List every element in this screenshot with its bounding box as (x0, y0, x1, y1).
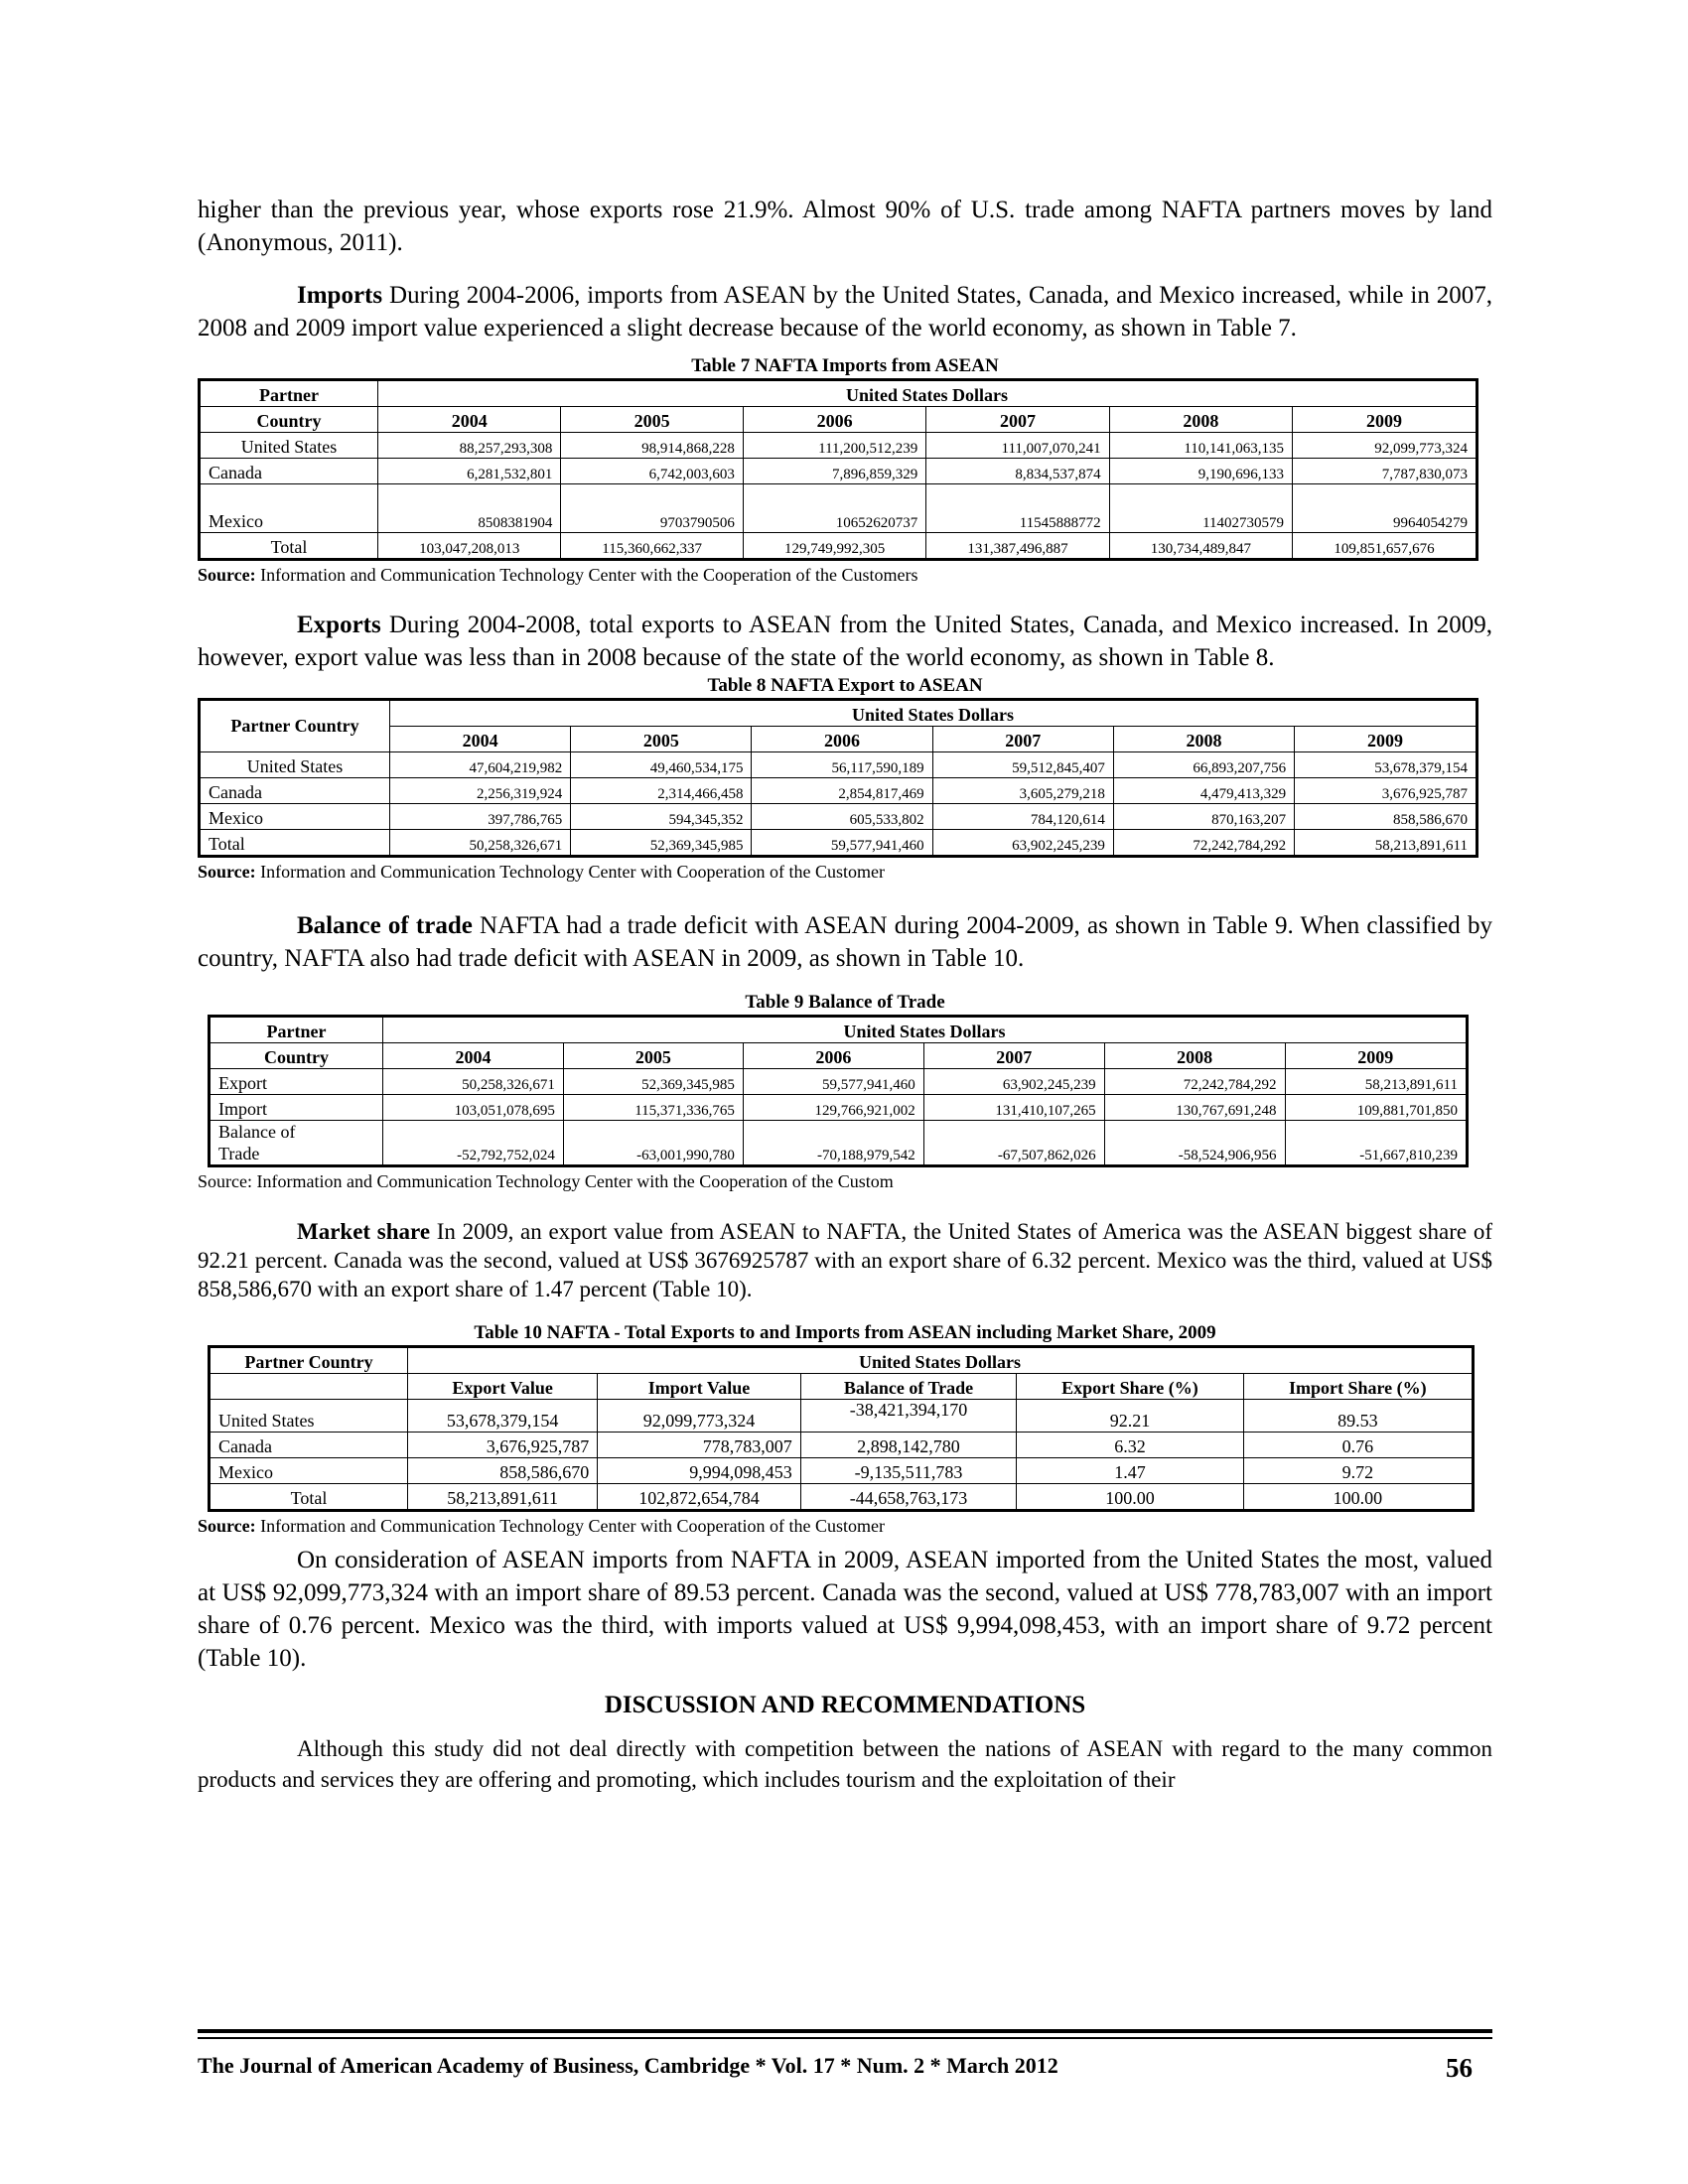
row-label: United States (210, 1400, 408, 1433)
cell: 92,099,773,324 (1293, 433, 1477, 459)
table-row (200, 433, 1477, 459)
source-text: Information and Communication Technology Center with Cooperation of the Customer (255, 1516, 885, 1536)
cell: 130,767,691,248 (1104, 1095, 1285, 1121)
cell: 2,256,319,924 (390, 778, 571, 804)
table7-year: 2006 (743, 407, 925, 433)
row-label: Mexico (200, 804, 390, 830)
cell: 605,533,802 (752, 804, 932, 830)
cell: 9,190,696,133 (1109, 459, 1292, 484)
paragraph-exports (198, 609, 1492, 674)
cell: 1.47 (1017, 1458, 1243, 1484)
paragraph-market (198, 1217, 1492, 1303)
source-text: Information and Communication Technology Center with Cooperation of the Customer (255, 862, 885, 882)
cell: 7,896,859,329 (743, 459, 925, 484)
cell: 109,881,701,850 (1285, 1095, 1467, 1121)
source-text: Information and Communication Technology Center with the Cooperation of the Customers (255, 565, 918, 585)
table9-source: Source: Information and Communication Technology Center with the Cooperation of the Custom (198, 1171, 894, 1191)
table-row (200, 459, 1477, 484)
table9-header-country: Country (210, 1043, 383, 1069)
row-label: Mexico (210, 1458, 408, 1484)
cell: 11402730579 (1109, 484, 1292, 533)
table9-year: 2009 (1285, 1043, 1467, 1069)
cell: 0.76 (1243, 1433, 1473, 1458)
row-label: Canada (200, 459, 378, 484)
table-row (210, 1069, 1468, 1095)
cell: 63,902,245,239 (923, 1069, 1104, 1095)
cell: 129,766,921,002 (743, 1095, 923, 1121)
table9-header-partner: Partner (210, 1017, 383, 1043)
table10-col-header: Import Share (%) (1243, 1374, 1473, 1400)
cell: 131,410,107,265 (923, 1095, 1104, 1121)
cell: 3,605,279,218 (932, 778, 1113, 804)
cell: 111,007,070,241 (926, 433, 1109, 459)
table7-source (198, 563, 1492, 587)
table8 (198, 698, 1478, 858)
table10-source (198, 1514, 1492, 1538)
table7-caption: Table 7 NAFTA Imports from ASEAN (691, 355, 999, 376)
table9-year: 2004 (383, 1043, 564, 1069)
table7-header-country: Country (200, 407, 378, 433)
imports-text: During 2004-2006, imports from ASEAN by the United States, Canada, and Mexico increased, while in 2007, 2008 and 2009 import value experienced a slight decrease because of the world economy, as shown in Table 7. (198, 282, 1492, 341)
cell: 109,851,657,676 (1293, 533, 1477, 560)
table10-header-blank (210, 1374, 408, 1400)
cell: 784,120,614 (932, 804, 1113, 830)
paragraph-intro: higher than the previous year, whose exports rose 21.9%. Almost 90% of U.S. trade among NAFTA partners moves by land (Anonymous, 2011). (198, 197, 1492, 256)
cell: -44,658,763,173 (800, 1484, 1017, 1511)
cell: 111,200,512,239 (743, 433, 925, 459)
cell: 778,783,007 (598, 1433, 801, 1458)
row-label: Export (210, 1069, 383, 1095)
cell: 3,676,925,787 (408, 1433, 598, 1458)
cell: 2,314,466,458 (571, 778, 752, 804)
journal-citation: The Journal of American Academy of Business, Cambridge * Vol. 17 * Num. 2 * March 2012 (198, 2053, 1058, 2078)
cell: 58,213,891,611 (1295, 830, 1477, 857)
section-heading: DISCUSSION AND RECOMMENDATIONS (604, 1692, 1086, 1718)
page-footer (198, 2053, 1492, 2084)
exports-text: During 2004-2008, total exports to ASEAN from the United States, Canada, and Mexico increased. In 2009, however, export value was less than in 2008 because of the state of the world economy, as shown in Table 8. (198, 612, 1492, 671)
table-row (200, 804, 1477, 830)
table7-header-usd: United States Dollars (378, 380, 1477, 407)
table7-year: 2004 (378, 407, 561, 433)
table-row (210, 1458, 1474, 1484)
cell: 130,734,489,847 (1109, 533, 1292, 560)
table10-caption: Table 10 NAFTA - Total Exports to and Imports from ASEAN including Market Share, 2009 (474, 1322, 1216, 1343)
table9-year: 2007 (923, 1043, 1104, 1069)
table-row (210, 1484, 1474, 1511)
table8-header-usd: United States Dollars (390, 700, 1477, 727)
table-row (210, 1433, 1474, 1458)
cell: 6.32 (1017, 1433, 1243, 1458)
cell: 2,898,142,780 (800, 1433, 1017, 1458)
cell: -52,792,752,024 (383, 1121, 564, 1166)
cell: 115,360,662,337 (561, 533, 744, 560)
table9-year: 2005 (563, 1043, 743, 1069)
table8-year: 2008 (1113, 727, 1294, 752)
row-label: Total (200, 533, 378, 560)
table-row (200, 830, 1477, 857)
row-label-line: Balance of (218, 1122, 296, 1142)
table10-col-header: Import Value (598, 1374, 801, 1400)
table7-year: 2005 (561, 407, 744, 433)
paragraph-imports (198, 279, 1492, 344)
table10-col-header: Export Share (%) (1017, 1374, 1243, 1400)
cell: 59,512,845,407 (932, 752, 1113, 778)
cell: 858,586,670 (408, 1458, 598, 1484)
table8-caption: Table 8 NAFTA Export to ASEAN (707, 675, 983, 696)
cell: 53,678,379,154 (1295, 752, 1477, 778)
table10-header-usd: United States Dollars (408, 1347, 1474, 1374)
paragraph-discussion: Although this study did not deal directly with competition between the nations of ASEAN with regard to the many common products and services they are offering and promoting, which includes tourism and the exploitation of their (198, 1736, 1492, 1792)
cell: 4,479,413,329 (1113, 778, 1294, 804)
cell: -70,188,979,542 (743, 1121, 923, 1166)
cell: 594,345,352 (571, 804, 752, 830)
cell: 11545888772 (926, 484, 1109, 533)
balance-lead: Balance of trade (297, 912, 473, 939)
cell: 100.00 (1243, 1484, 1473, 1511)
footer-rule-thin (198, 2037, 1492, 2039)
cell: 9.72 (1243, 1458, 1473, 1484)
row-label: Canada (200, 778, 390, 804)
table8-year: 2006 (752, 727, 932, 752)
row-label: Mexico (200, 484, 378, 533)
table9-header-usd: United States Dollars (383, 1017, 1468, 1043)
table10-header-partner: Partner Country (210, 1347, 408, 1374)
table-row (200, 533, 1477, 560)
table7-year: 2009 (1293, 407, 1477, 433)
cell: 59,577,941,460 (752, 830, 932, 857)
cell: 7,787,830,073 (1293, 459, 1477, 484)
cell: 397,786,765 (390, 804, 571, 830)
table8-source (198, 860, 1492, 884)
row-label: Import (210, 1095, 383, 1121)
cell: 8508381904 (378, 484, 561, 533)
source-label: Source: (198, 1516, 256, 1536)
cell: 129,749,992,305 (743, 533, 925, 560)
table7 (198, 378, 1478, 561)
cell: 72,242,784,292 (1104, 1069, 1285, 1095)
page-number: 56 (1446, 2053, 1473, 2083)
cell: 6,742,003,603 (561, 459, 744, 484)
cell: 110,141,063,135 (1109, 433, 1292, 459)
cell: 72,242,784,292 (1113, 830, 1294, 857)
table8-header-partner: Partner Country (200, 700, 390, 752)
cell: 100.00 (1017, 1484, 1243, 1511)
table-row (210, 1121, 1468, 1166)
source-label: Source: (198, 862, 256, 882)
table-row (200, 752, 1477, 778)
cell: 131,387,496,887 (926, 533, 1109, 560)
cell: 92,099,773,324 (598, 1400, 801, 1433)
cell: 9703790506 (561, 484, 744, 533)
cell: 58,213,891,611 (1285, 1069, 1467, 1095)
cell: -38,421,394,170 (800, 1400, 1017, 1433)
row-label: United States (200, 752, 390, 778)
cell: -58,524,906,956 (1104, 1121, 1285, 1166)
table9-year: 2008 (1104, 1043, 1285, 1069)
market-text: In 2009, an export value from ASEAN to NAFTA, the United States of America was the ASEAN biggest share of 92.21 percent. Canada was the second, valued at US$ 3676925787 with an export share of 6.32 percent. Mexico was the third, valued at US$ 858,586,670 with an export share of 1.47 percent (Table 10). (198, 1219, 1492, 1301)
table-row (200, 484, 1477, 533)
table7-year: 2008 (1109, 407, 1292, 433)
cell: 3,676,925,787 (1295, 778, 1477, 804)
table8-year: 2004 (390, 727, 571, 752)
cell: 103,051,078,695 (383, 1095, 564, 1121)
cell: 89.53 (1243, 1400, 1473, 1433)
imports-lead: Imports (297, 282, 383, 309)
cell: -67,507,862,026 (923, 1121, 1104, 1166)
cell: 870,163,207 (1113, 804, 1294, 830)
cell: -63,001,990,780 (563, 1121, 743, 1166)
exports-lead: Exports (297, 612, 381, 638)
cell: 115,371,336,765 (563, 1095, 743, 1121)
cell: 858,586,670 (1295, 804, 1477, 830)
cell: 2,854,817,469 (752, 778, 932, 804)
cell: -51,667,810,239 (1285, 1121, 1467, 1166)
row-label: Total (200, 830, 390, 857)
table8-year: 2009 (1295, 727, 1477, 752)
balance-text: NAFTA had a trade deficit with ASEAN during 2004-2009, as shown in Table 9. When classified by country, NAFTA also had trade deficit with ASEAN in 2009, as shown in Table 10. (198, 912, 1492, 972)
cell: 92.21 (1017, 1400, 1243, 1433)
page-body (198, 194, 1492, 1795)
cell: 8,834,537,874 (926, 459, 1109, 484)
cell: 56,117,590,189 (752, 752, 932, 778)
cell: 58,213,891,611 (408, 1484, 598, 1511)
footer-rule (198, 2029, 1492, 2033)
market-lead: Market share (297, 1219, 431, 1244)
paragraph-consideration: On consideration of ASEAN imports from NAFTA in 2009, ASEAN imported from the United States the most, valued at US$ 92,099,773,324 with an import share of 89.53 percent. Canada was the second, valued at US$ 778,783,007 with an import share of 0.76 percent. Mexico was the third, with imports valued at US$ 9,994,098,453, with an import share of 9.72 percent (Table 10). (198, 1547, 1492, 1672)
table8-year: 2005 (571, 727, 752, 752)
table10 (208, 1345, 1475, 1512)
cell: 59,577,941,460 (743, 1069, 923, 1095)
cell: 50,258,326,671 (383, 1069, 564, 1095)
row-label: Canada (210, 1433, 408, 1458)
cell: 88,257,293,308 (378, 433, 561, 459)
cell: 53,678,379,154 (408, 1400, 598, 1433)
cell: 102,872,654,784 (598, 1484, 801, 1511)
table9-year: 2006 (743, 1043, 923, 1069)
cell: 47,604,219,982 (390, 752, 571, 778)
cell: 49,460,534,175 (571, 752, 752, 778)
table9-caption: Table 9 Balance of Trade (745, 992, 945, 1013)
paragraph-balance (198, 909, 1492, 975)
table-row (210, 1400, 1474, 1433)
row-label: Total (210, 1484, 408, 1511)
cell: 50,258,326,671 (390, 830, 571, 857)
cell: -9,135,511,783 (800, 1458, 1017, 1484)
table9 (208, 1015, 1469, 1167)
table7-header-partner: Partner (200, 380, 378, 407)
table10-col-header: Export Value (408, 1374, 598, 1400)
cell: 98,914,868,228 (561, 433, 744, 459)
cell: 6,281,532,801 (378, 459, 561, 484)
cell: 66,893,207,756 (1113, 752, 1294, 778)
cell: 10652620737 (743, 484, 925, 533)
row-label (210, 1121, 383, 1166)
row-label: United States (200, 433, 378, 459)
source-label: Source: (198, 565, 256, 585)
table8-year: 2007 (932, 727, 1113, 752)
table10-col-header: Balance of Trade (800, 1374, 1017, 1400)
table7-year: 2007 (926, 407, 1109, 433)
cell: 52,369,345,985 (563, 1069, 743, 1095)
table-row (210, 1095, 1468, 1121)
cell: 63,902,245,239 (932, 830, 1113, 857)
row-label-line: Trade (218, 1144, 260, 1163)
cell: 52,369,345,985 (571, 830, 752, 857)
cell: 103,047,208,013 (378, 533, 561, 560)
cell: 9964054279 (1293, 484, 1477, 533)
cell: 9,994,098,453 (598, 1458, 801, 1484)
table-row (200, 778, 1477, 804)
